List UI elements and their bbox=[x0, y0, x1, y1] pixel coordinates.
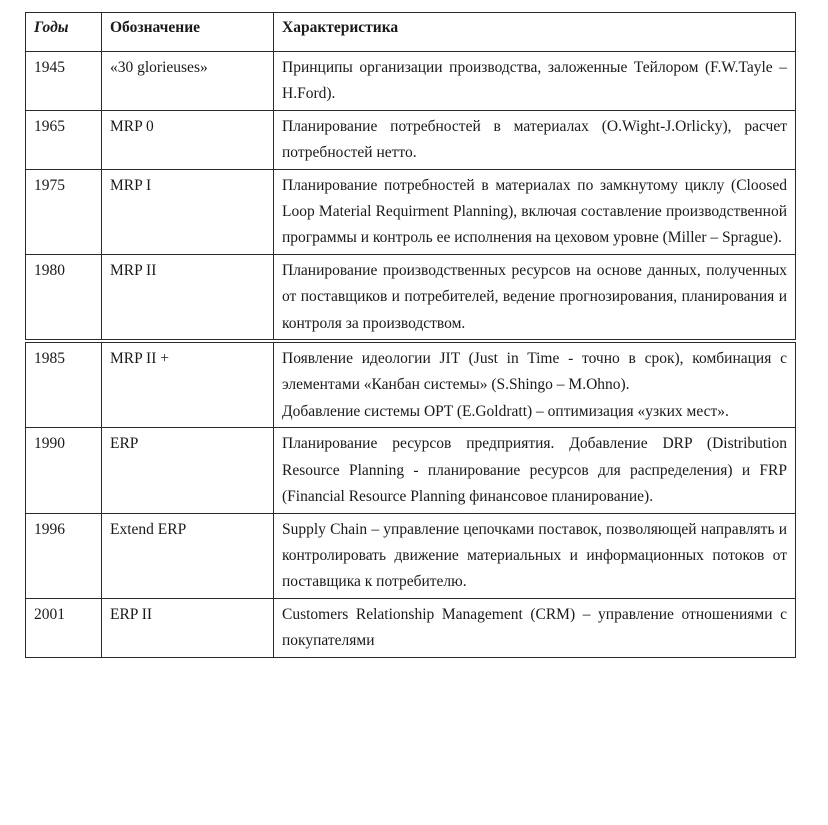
characteristic-cell bbox=[274, 110, 796, 169]
erp-history-table bbox=[25, 12, 796, 658]
table-row bbox=[26, 513, 796, 598]
table-row bbox=[26, 341, 796, 428]
table-row bbox=[26, 169, 796, 254]
year-cell: 1980 bbox=[26, 254, 102, 341]
year-cell: 2001 bbox=[26, 598, 102, 657]
designation-cell: «30 glorieuses» bbox=[102, 52, 274, 111]
characteristic-cell bbox=[274, 598, 796, 657]
header-designation: Обозначение bbox=[102, 13, 274, 52]
characteristic-cell bbox=[274, 341, 796, 428]
table-row bbox=[26, 52, 796, 111]
year-cell: 1975 bbox=[26, 169, 102, 254]
header-row bbox=[26, 13, 796, 52]
header-characteristic: Характеристика bbox=[274, 13, 796, 52]
characteristic-paragraph: Появление идеологии JIT (Just in Time - точно в срок), комбинация с элементами «Канбан системы» (S.Shingo – M.Ohno). bbox=[282, 350, 787, 394]
year-cell: 1965 bbox=[26, 110, 102, 169]
designation-cell: ERP bbox=[102, 428, 274, 513]
year-cell: 1945 bbox=[26, 52, 102, 111]
characteristic-paragraph: Customers Relationship Management (CRM) – управление отношениями с покупателями bbox=[282, 605, 787, 650]
designation-cell: MRP II + bbox=[102, 341, 274, 428]
characteristic-paragraph: Принципы организации производства, заложенные Тейлором (F.W.Tayle – H.Ford). bbox=[282, 59, 787, 103]
characteristic-cell bbox=[274, 169, 796, 254]
designation-cell: Extend ERP bbox=[102, 513, 274, 598]
characteristic-paragraph: Планирование потребностей в материалах (O.Wight-J.Orlicky), расчет потребностей нетто. bbox=[282, 117, 787, 162]
characteristic-paragraph: Планирование ресурсов предприятия. Добавление DRP (Distribution Resource Planning - планирование ресурсов для распределения) и FRP (Financial Resource Planning финансовое планирование). bbox=[282, 435, 787, 506]
characteristic-paragraph: Планирование производственных ресурсов на основе данных, полученных от поставщиков и потребителей, ведение прогнозирования, планирования и контроля за производством. bbox=[282, 261, 787, 332]
header-years: Годы bbox=[26, 13, 102, 52]
characteristic-cell bbox=[274, 52, 796, 111]
characteristic-cell bbox=[274, 254, 796, 341]
characteristic-paragraph: Добавление системы OPT (E.Goldratt) – оптимизация «узких мест». bbox=[282, 402, 729, 420]
year-cell: 1990 bbox=[26, 428, 102, 513]
year-cell: 1985 bbox=[26, 341, 102, 428]
table-row bbox=[26, 254, 796, 341]
table-row bbox=[26, 428, 796, 513]
table-row bbox=[26, 110, 796, 169]
characteristic-paragraph: Supply Chain – управление цепочками поставок, позволяющей направлять и контролировать движение материальных и информационных потоков от поставщика к потребителю. bbox=[282, 520, 787, 591]
year-cell: 1996 bbox=[26, 513, 102, 598]
designation-cell: MRP II bbox=[102, 254, 274, 341]
characteristic-paragraph: Планирование потребностей в материалах по замкнутому циклу (Cloosed Loop Material Requirment Planning), включая составление производственной программы и контроль ее исполнения на цеховом уровне (Miller – Sprague). bbox=[282, 176, 787, 247]
characteristic-cell bbox=[274, 513, 796, 598]
designation-cell: MRP 0 bbox=[102, 110, 274, 169]
designation-cell: ERP II bbox=[102, 598, 274, 657]
characteristic-cell bbox=[274, 428, 796, 513]
designation-cell: MRP I bbox=[102, 169, 274, 254]
table-row bbox=[26, 598, 796, 657]
